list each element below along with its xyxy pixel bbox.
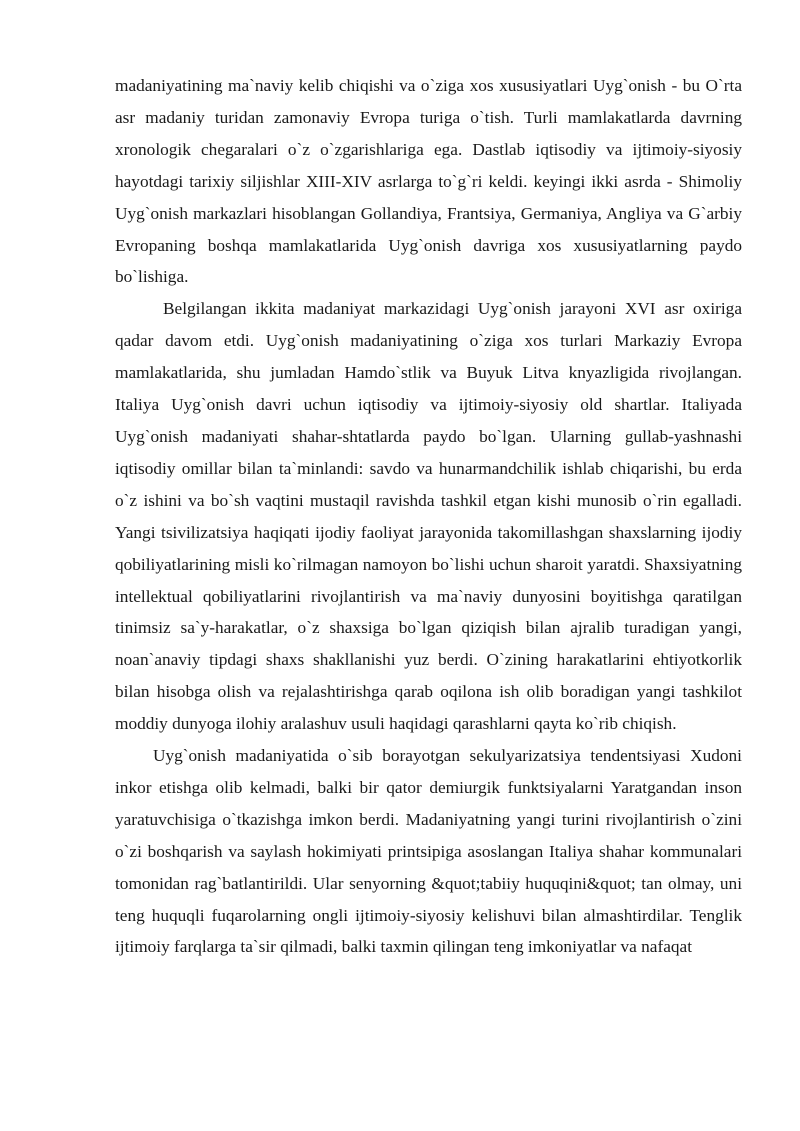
paragraph: Uyg`onish madaniyatida o`sib borayotgan sekulyarizatsiya tendentsiyasi Xudoni inkor etishga olib kelmadi, balki bir qator demiurgik funktsiyalarni Yaratgandan inson yaratuvchisiga o`tkazishga imkon berdi. Madaniyatning yangi turini rivojlantirish o`zini o`zi boshqarish va saylash hokimiyati printsipiga asoslangan Italiya shahar kommunalari tomonidan rag`batlantirildi. Ular senyorning &quot;tabiiy huquqini&quot; tan olmay, uni teng huquqli fuqarolarning ongli ijtimoiy-siyosiy kelishuvi bilan almashtirdilar. Tenglik ijtimoiy farqlarga ta`sir qilmadi, balki taxmin qilingan teng imkoniyatlar va nafaqat bbox=[115, 746, 742, 957]
paragraph: Belgilangan ikkita madaniyat markazidagi Uyg`onish jarayoni XVI asr oxiriga qadar davom etdi. Uyg`onish madaniyatining o`ziga xos turlari Markaziy Evropa mamlakatlarida, shu jumladan Hamdo`stlik va Buyuk Litva knyazligida rivojlangan. Italiya Uyg`onish davri uchun iqtisodiy va ijtimoiy-siyosiy old shartlar. Italiyada Uyg`onish madaniyati shahar-shtatlarda paydo bo`lgan. Ularning gullab-yashnashi iqtisodiy omillar bilan ta`minlandi: savdo va hunarmandchilik ishlab chiqarishi, bu erda o`z ishini va bo`sh vaqtini mustaqil ravishda tashkil etgan kishi munosib o`rin egalladi. Yangi tsivilizatsiya haqiqati ijodiy faoliyat jarayonida takomillashgan shaxslarning ijodiy qobiliyatlarining misli ko`rilmagan namoyon bo`lishi uchun sharoit yaratdi. Shaxsiyatning intellektual qobiliyatlarini rivojlantirish va ma`naviy dunyosini boyitishga qaratilgan tinimsiz sa`y-harakatlar, o`z shaxsiga bo`lgan qiziqish bilan ajralib turadigan yangi, noan`anaviy tipdagi shaxs shakllanishi yuz berdi. O`zining harakatlarini ehtiyotkorlik bilan hisobga olish va rejalashtirishga qarab oqilona ish olib boradigan yangi tashkilot moddiy dunyoga ilohiy aralashuv usuli haqidagi qarashlarni qayta ko`rib chiqish. bbox=[115, 299, 742, 734]
document-body bbox=[115, 70, 742, 963]
paragraph: madaniyatining ma`naviy kelib chiqishi va o`ziga xos xususiyatlari Uyg`onish - bu O`rta asr madaniy turidan zamonaviy Evropa turiga o`tish. Turli mamlakatlarda davrning xronologik chegaralari o`z o`zgarishlariga ega. Dastlab iqtisodiy va ijtimoiy-siyosiy hayotdagi tarixiy siljishlar XIII-XIV asrlarga to`g`ri keldi. keyingi ikki asrda - Shimoliy Uyg`onish markazlari hisoblangan Gollandiya, Frantsiya, Germaniya, Angliya va G`arbiy Evropaning boshqa mamlakatlarida Uyg`onish davriga xos xususiyatlarning paydo bo`lishiga. bbox=[115, 76, 742, 287]
